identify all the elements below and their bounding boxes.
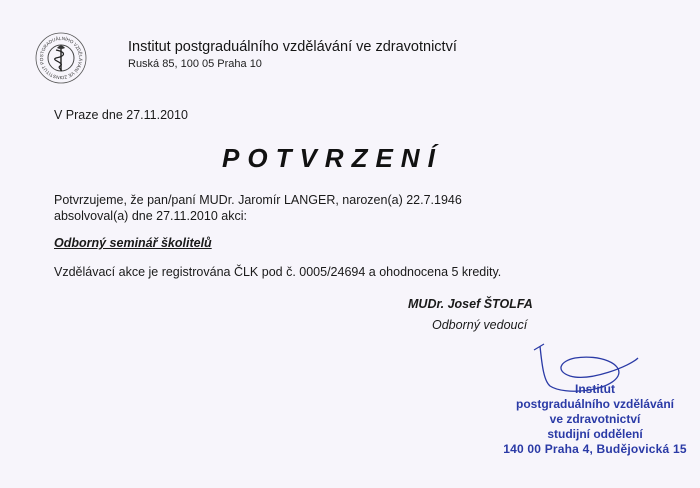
svg-text:INSTITUT POSTGRADUÁLNÍHO VZDĚL — [30, 28, 85, 80]
stamp-line4: studijní oddělení — [547, 427, 643, 441]
institute-logo — [30, 28, 126, 90]
signer-role: Odborný vedoucí — [432, 318, 528, 332]
date-line: V Praze dne 27.11.2010 — [54, 108, 188, 122]
confirmation-text-line1: Potvrzujeme, že pan/paní MUDr. Jaromír LANGER, narozen(a) 22.7.1946 — [54, 193, 462, 207]
stamp-line3: ve zdravotnictví — [549, 412, 641, 426]
institution-address: Ruská 85, 100 05 Praha 10 — [128, 58, 262, 70]
signer-name: MUDr. Josef ŠTOLFA — [408, 297, 533, 311]
institution-stamp — [500, 382, 690, 457]
institution-name: Institut postgraduálního vzdělávání ve zdravotnictví — [128, 39, 457, 55]
document-title: POTVRZENÍ — [222, 143, 443, 173]
stamp-line5: 140 00 Praha 4, Budějovická 15 — [503, 442, 687, 456]
confirmation-text-line2: absolvoval(a) dne 27.11.2010 akci: — [54, 209, 247, 223]
stamp-line2: postgraduálního vzdělávání — [515, 397, 675, 411]
logo-ring-text: INSTITUT POSTGRADUÁLNÍHO VZDĚLÁVÁNÍ VE ZD — [38, 35, 84, 81]
registration-text: Vzdělávací akce je registrována ČLK pod č. 0005/24694 a ohodnocena 5 kredity. — [54, 265, 502, 279]
stamp-line1: Institut — [575, 382, 615, 396]
seminar-name: Odborný seminář školitelů — [54, 236, 212, 250]
